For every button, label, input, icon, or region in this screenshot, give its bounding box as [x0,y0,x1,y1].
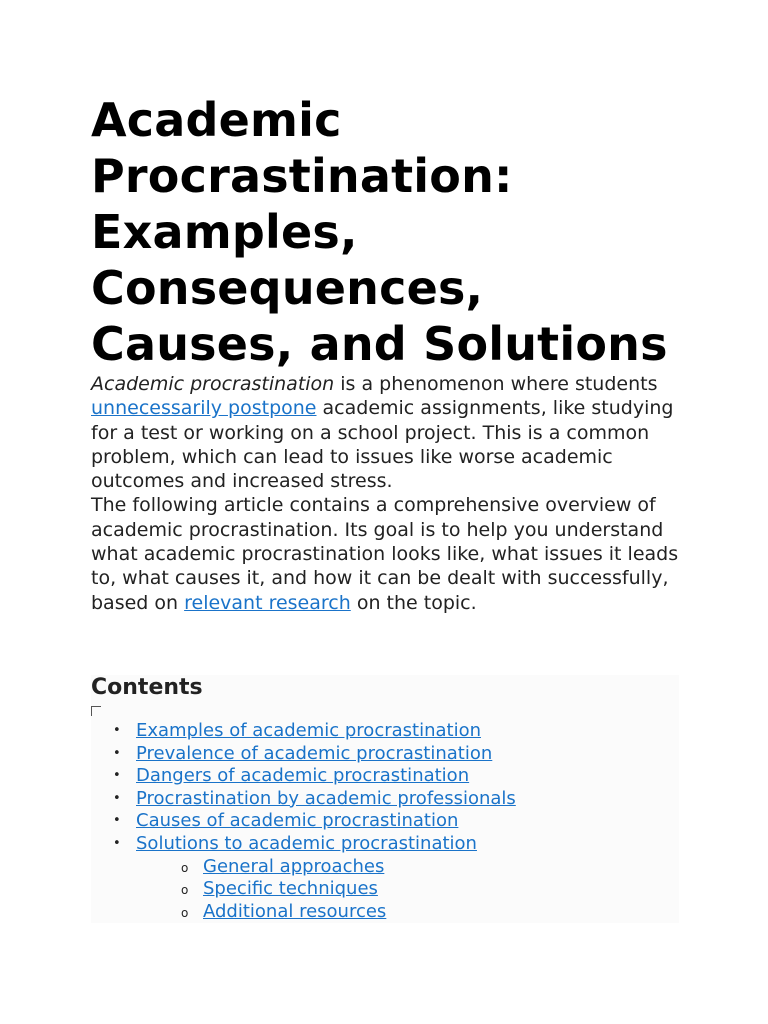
circle-bullet-icon: o [181,905,189,920]
toc-link-additional-resources[interactable]: Additional resources [203,900,387,922]
toc-subitem [136,901,651,924]
toc-link-professionals[interactable]: Procrastination by academic professionals [136,787,516,809]
toc-link-examples[interactable]: Examples of academic procrastination [136,720,481,741]
circle-bullet-icon: o [181,860,189,875]
circle-bullet-icon: o [181,883,189,898]
intro-paragraph [91,372,691,493]
toc-sublist [136,856,651,924]
toc-item [91,810,651,833]
relevant-research-link[interactable]: relevant research [184,591,351,614]
toc-link-general-approaches[interactable]: General approaches [203,855,385,877]
toc-item [91,720,651,743]
toc-item [91,788,651,811]
toc-link-causes[interactable]: Causes of academic procrastination [136,810,459,832]
bullet-icon: • [113,813,121,829]
article [91,92,691,615]
article-title: Academic Procrastination: Examples, Consequences, Causes, and Solutions [91,93,668,371]
bullet-icon: • [113,768,121,784]
intro-term: Academic procrastination [91,373,335,395]
bullet-icon: • [113,745,121,761]
toc-subitem [136,856,651,879]
overview-paragraph [91,493,691,614]
toc-title: Contents [91,675,203,700]
toc-link-prevalence[interactable]: Prevalence of academic procrastination [136,742,493,764]
bullet-icon: • [113,835,121,851]
toc-list [91,720,651,923]
bullet-icon: • [113,723,121,738]
overview-text-2: on the topic. [350,591,477,614]
toc-link-specific-techniques[interactable]: Specific techniques [203,878,378,900]
toc-link-solutions[interactable]: Solutions to academic procrastination [136,832,477,854]
square-toggle-icon[interactable] [91,706,101,716]
toc-item [91,743,651,766]
toc-item [91,833,651,923]
intro-text-2: academic assignments, like studying for a test or working on a school project. This is a common problem, which can lead to issues like worse academic outcomes and increased stress. [91,397,674,493]
table-of-contents [91,675,679,923]
bullet-icon: • [113,790,121,806]
toc-subitem [136,878,651,901]
toc-link-dangers[interactable]: Dangers of academic procrastination [136,765,470,787]
unnecessarily-postpone-link[interactable]: unnecessarily postpone [91,397,317,420]
intro-text-1: is a phenomenon where students [334,373,658,395]
toc-item [91,765,651,788]
overview-text-1: The following article contains a comprehensive overview of academic procrastination. Its goal is to help you understand what academic procrastination looks like, what issues it leads to, what causes it, and how it can be dealt with successfully, based on [91,494,679,614]
